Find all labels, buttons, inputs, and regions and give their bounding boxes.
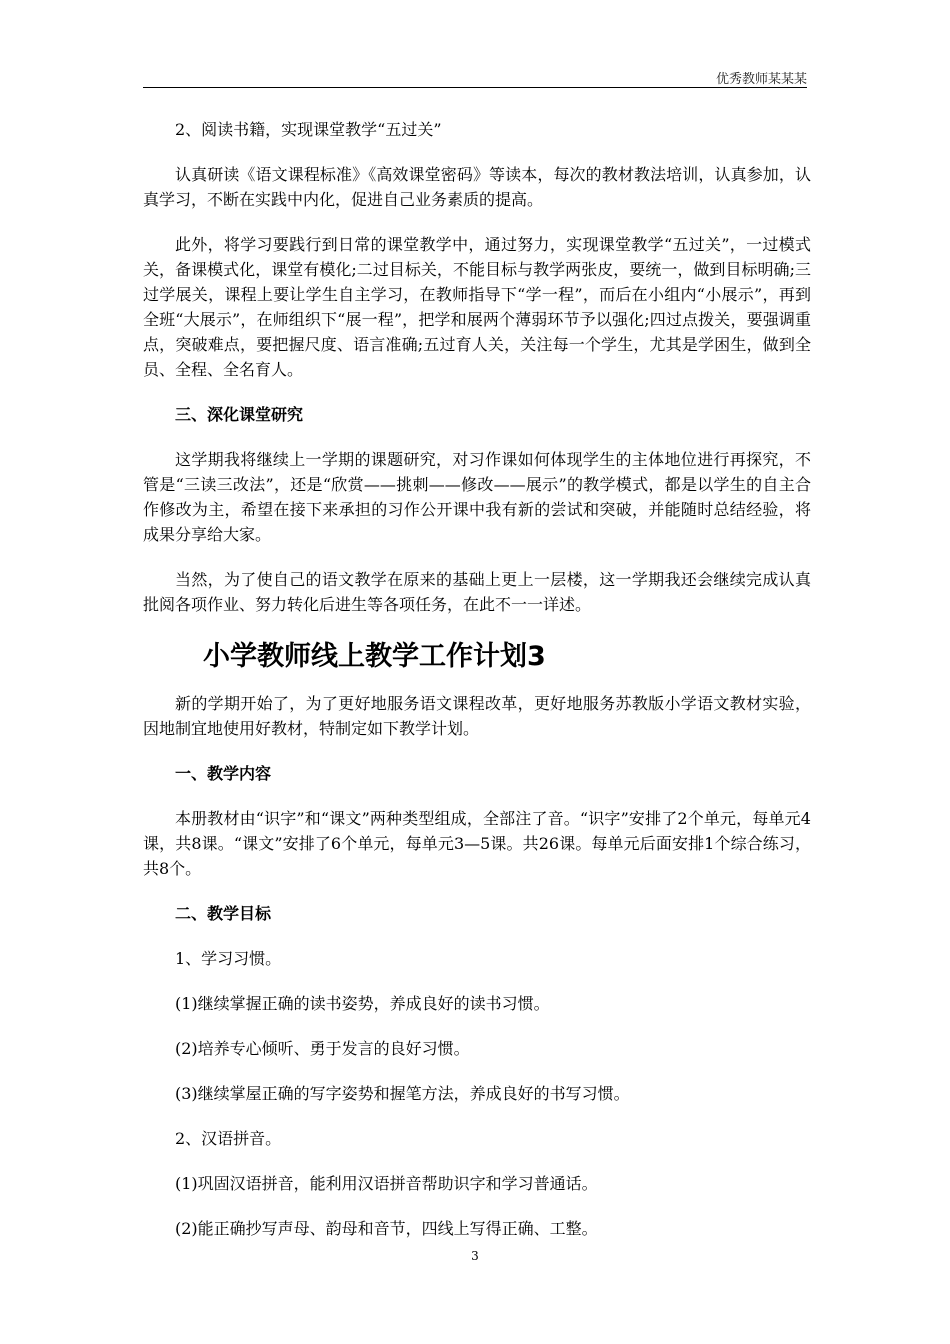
section-heading: 一、教学内容	[175, 764, 272, 783]
header-divider	[143, 87, 807, 88]
list-item: (1)巩固汉语拼音，能利用汉语拼音帮助识字和学习普通话。	[175, 1174, 598, 1193]
section-heading: 三、深化课堂研究	[175, 405, 304, 424]
list-item: 2、汉语拼音。	[175, 1129, 282, 1148]
list-item: (2)能正确抄写声母、韵母和音节，四线上写得正确、工整。	[175, 1219, 598, 1238]
page-number: 3	[471, 1249, 479, 1263]
paragraph: 新的学期开始了，为了更好地服务语文课程改革，更好地服务苏教版小学语文教材实验，因地制宜地使用好教材，特制定如下教学计划。	[143, 694, 811, 738]
list-item: 1、学习习惯。	[175, 949, 282, 968]
list-item: (1)继续掌握正确的读书姿势，养成良好的读书习惯。	[175, 994, 550, 1013]
paragraph: 本册教材由“识字”和“课文”两种类型组成，全部注了音。“识字”安排了2个单元，每单元4课，共8课。“课文”安排了6个单元，每单元3—5课。共26课。每单元后面安排1个综合练习，共8个。	[143, 809, 811, 878]
list-item: (2)培养专心倾听、勇于发言的良好习惯。	[175, 1039, 470, 1058]
paragraph: 这学期我将继续上一学期的课题研究，对习作课如何体现学生的主体地位进行再探究，不管是“三读三改法”，还是“欣赏——挑刺——修改——展示”的教学模式，都是以学生的自主合作修改为主，希望在接下来承担的习作公开课中我有新的尝试和突破，并能随时总结经验，将成果分享给大家。	[143, 450, 811, 544]
document-title: 小学教师线上教学工作计划3	[203, 641, 546, 672]
page-body	[143, 117, 811, 1261]
paragraph: 认真研读《语文课程标准》《高效课堂密码》等读本，每次的教材教法培训，认真参加，认真学习，不断在实践中内化，促进自己业务素质的提高。	[143, 165, 811, 209]
paragraph: 此外，将学习要践行到日常的课堂教学中，通过努力，实现课堂教学“五过关”，一过模式关，备课模式化，课堂有模化;二过目标关，不能目标与教学两张皮，要统一，做到目标明确;三过学展关，课程上要让学生自主学习，在教师指导下“学一程”，而后在小组内“小展示”，再到全班“大展示”，在师组织下“展一程”，把学和展两个薄弱环节予以强化;四过点拨关，要强调重点，突破难点，要把握尺度、语言准确;五过育人关，关注每一个学生，尤其是学困生，做到全员、全程、全名育人。	[143, 235, 811, 379]
running-header: 优秀教师某某某	[715, 72, 807, 87]
section-heading: 二、教学目标	[175, 904, 272, 923]
paragraph: 2、阅读书籍，实现课堂教学“五过关”	[175, 120, 442, 139]
list-item: (3)继续掌屋正确的写字姿势和握笔方法，养成良好的书写习惯。	[175, 1084, 630, 1103]
paragraph: 当然，为了使自己的语文教学在原来的基础上更上一层楼，这一学期我还会继续完成认真批阅各项作业、努力转化后进生等各项任务，在此不一一详述。	[143, 570, 811, 614]
